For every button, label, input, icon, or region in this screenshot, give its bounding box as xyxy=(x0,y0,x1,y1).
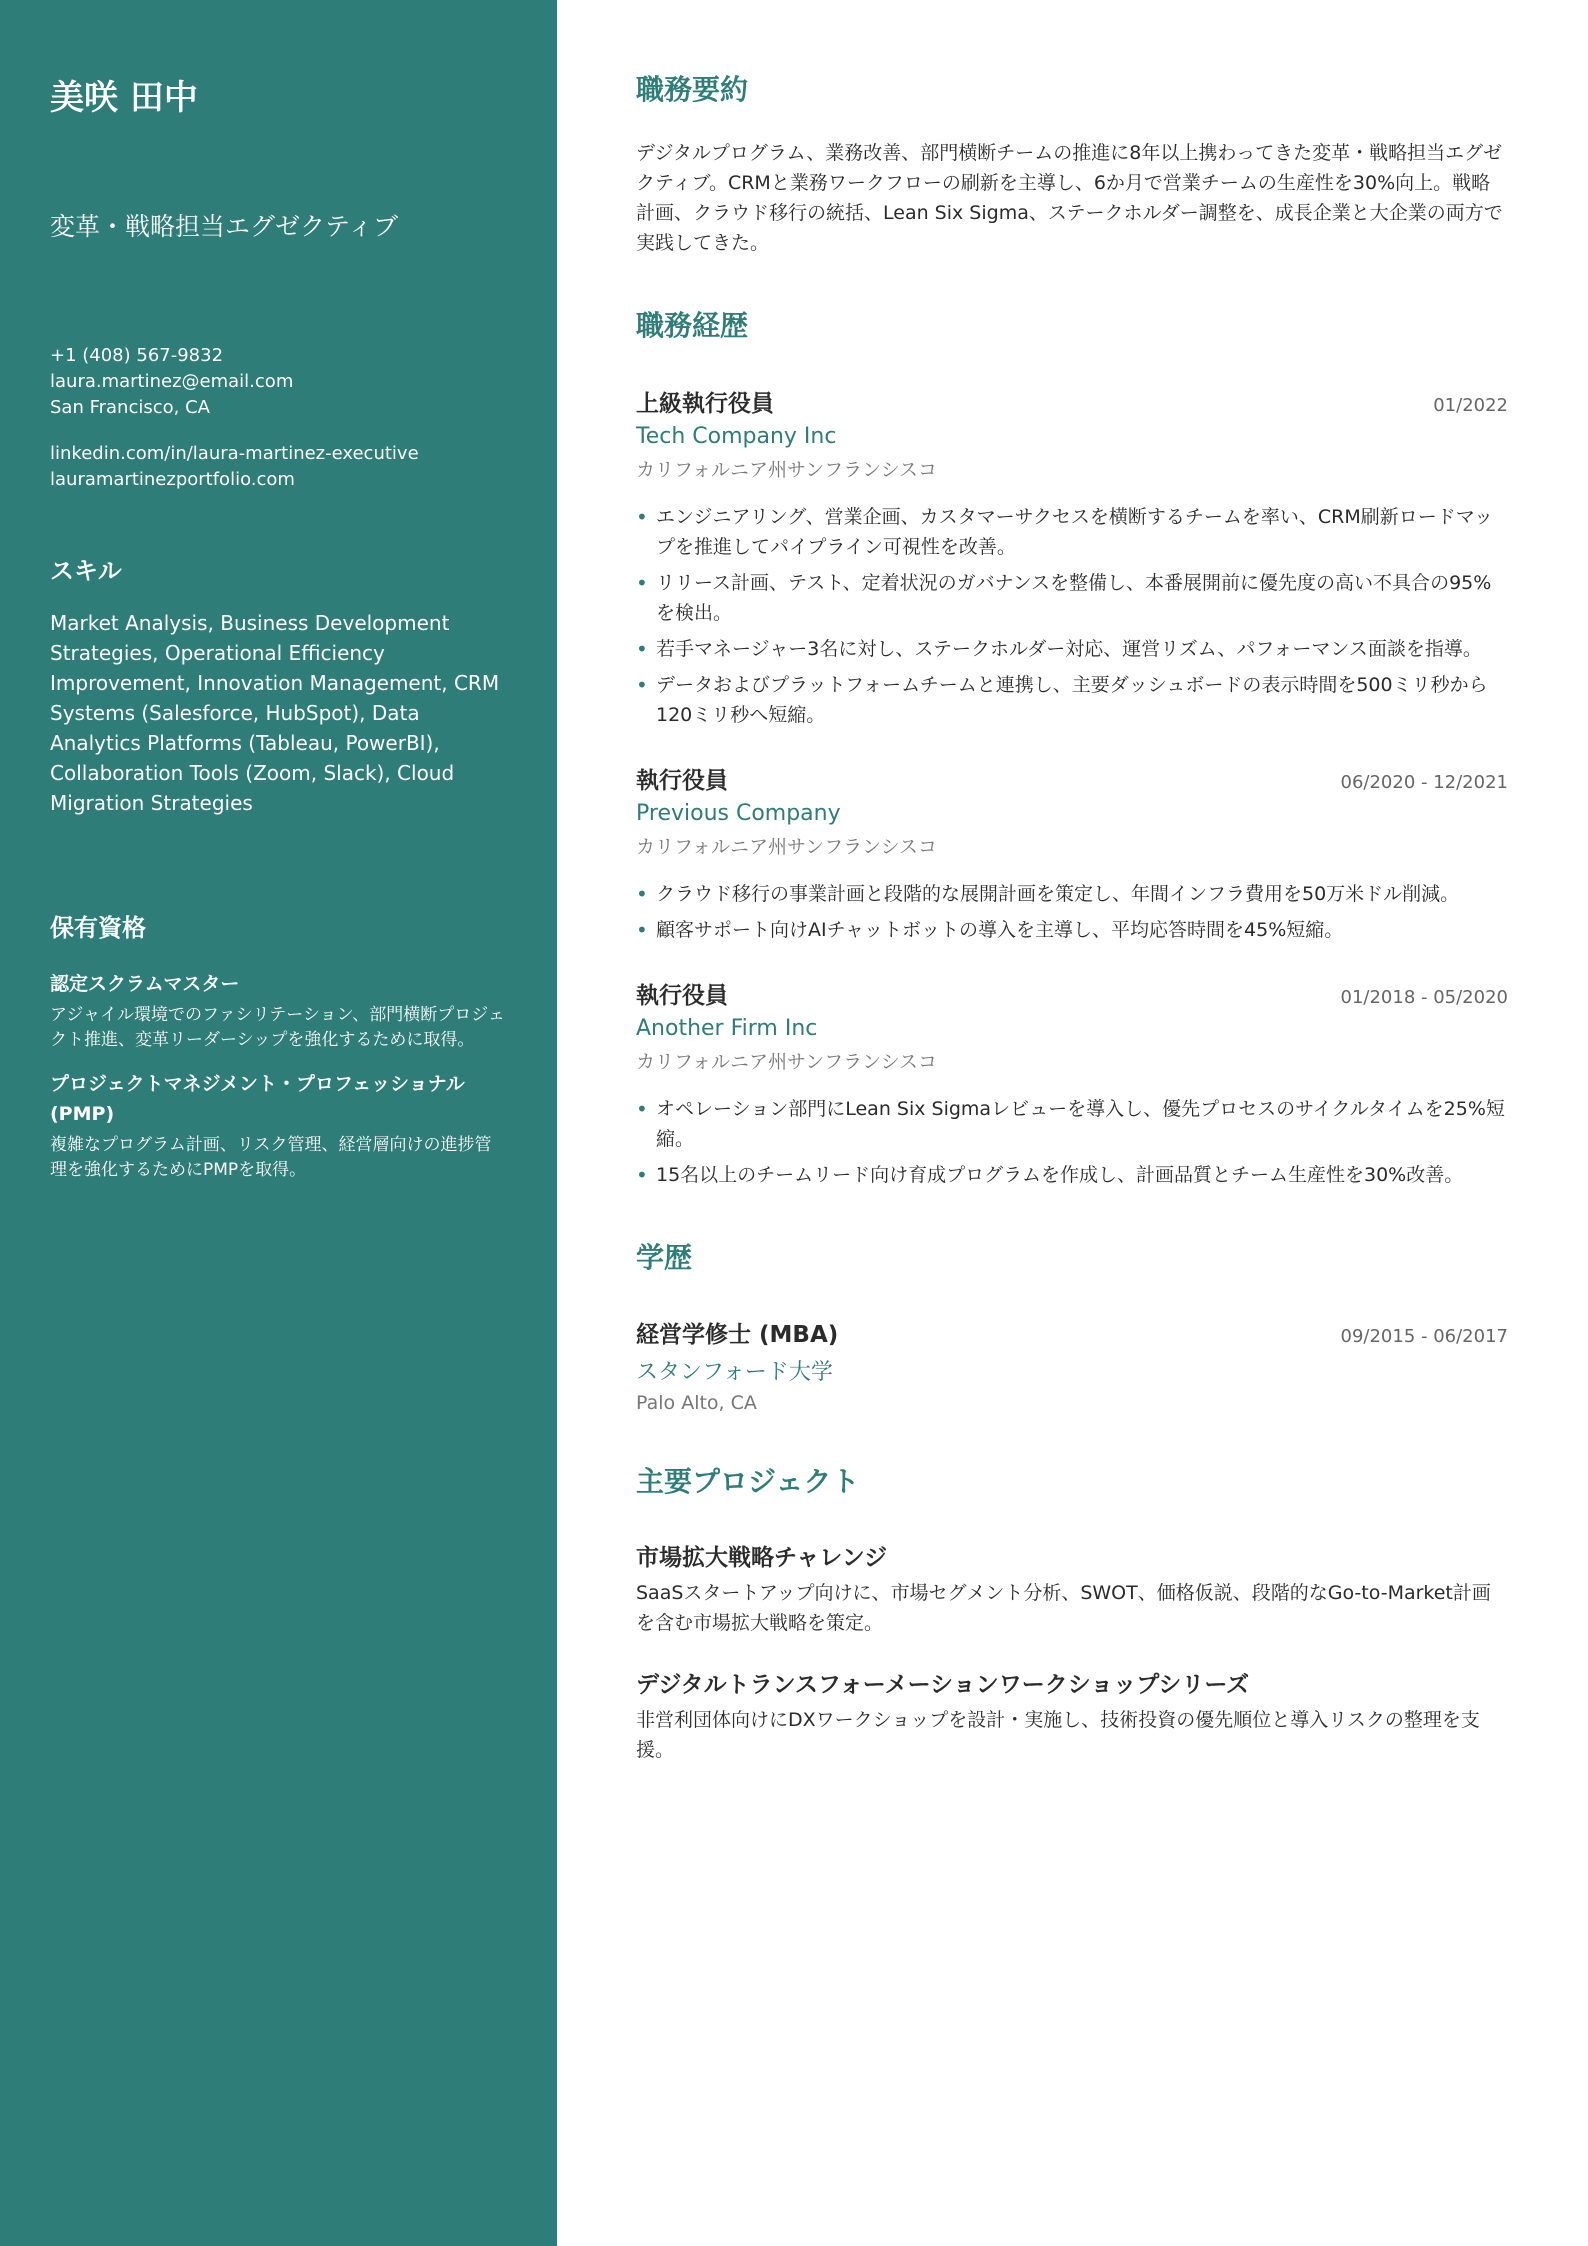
certification-item xyxy=(50,969,507,1053)
job-title: 執行役員 xyxy=(636,982,728,1009)
sidebar xyxy=(0,0,557,2246)
projects-heading: 主要プロジェクト xyxy=(636,1465,860,1499)
location: San Francisco, CA xyxy=(50,397,210,419)
job-bullet: • エンジニアリング、営業企画、カスタマーサクセスを横断するチームを率い、CRM刷新ロードマップを推進してパイプライン可視性を改善。 xyxy=(636,502,1508,562)
job-bullets xyxy=(636,502,1508,730)
job-bullet: • オペレーション部門にLean Six Sigmaレビューを導入し、優先プロセスのサイクルタイムを25%短縮。 xyxy=(636,1094,1508,1154)
job-entry xyxy=(636,385,1508,730)
project-title: 市場拡大戦略チャレンジ xyxy=(636,1544,888,1571)
certification-desc: 複雑なプログラム計画、リスク管理、経営層向けの進捗管理を強化するためにPMPを取得。 xyxy=(50,1135,492,1181)
education-date: 09/2015 - 06/2017 xyxy=(1340,1326,1508,1348)
certification-title: 認定スクラムマスター xyxy=(50,973,240,996)
job-bullet: • データおよびプラットフォームチームと連携し、主要ダッシュボードの表示時間を500ミリ秒から120ミリ秒へ短縮。 xyxy=(636,670,1508,730)
job-location: カリフォルニア州サンフランシスコ xyxy=(636,458,938,481)
contact-info xyxy=(50,343,507,493)
certification-title: プロジェクトマネジメント・プロフェッショナル (PMP) xyxy=(50,1073,465,1126)
project-item xyxy=(636,1666,1508,1765)
education-heading: 学歴 xyxy=(636,1240,693,1274)
project-desc: SaaSスタートアップ向けに、市場セグメント分析、SWOT、価格仮説、段階的なGo-to-Market計画を含む市場拡大戦略を策定。 xyxy=(636,1581,1491,1634)
linkedin-link[interactable]: linkedin.com/in/laura-martinez-executive xyxy=(50,443,419,465)
summary-heading: 職務要約 xyxy=(636,73,749,106)
summary-section xyxy=(636,72,1508,258)
job-title: 執行役員 xyxy=(636,767,728,794)
job-bullet: • 15名以上のチームリード向け育成プログラムを作成し、計画品質とチーム生産性を30%改善。 xyxy=(636,1160,1508,1190)
job-bullet: • クラウド移行の事業計画と段階的な展開計画を策定し、年間インフラ費用を50万米ドル削減。 xyxy=(636,879,1508,909)
job-entry xyxy=(636,762,1508,945)
certification-item xyxy=(50,1069,507,1183)
experience-heading: 職務経歴 xyxy=(636,309,749,343)
email[interactable]: laura.martinez@email.com xyxy=(50,371,294,393)
job-location: カリフォルニア州サンフランシスコ xyxy=(636,1050,938,1073)
headline: 変革・戦略担当エグゼクティブ xyxy=(50,211,399,241)
job-location: カリフォルニア州サンフランシスコ xyxy=(636,835,938,858)
job-company: Another Firm Inc xyxy=(636,1015,818,1041)
job-bullet: • 若手マネージャー3名に対し、ステークホルダー対応、運営リズム、パフォーマンス面談を指導。 xyxy=(636,634,1508,664)
school-location: Palo Alto, CA xyxy=(636,1392,757,1415)
job-bullet: • リリース計画、テスト、定着状況のガバナンスを整備し、本番展開前に優先度の高い不具合の95%を検出。 xyxy=(636,568,1508,628)
job-date: 01/2022 xyxy=(1433,394,1508,416)
job-company: Tech Company Inc xyxy=(636,423,837,449)
school: スタンフォード大学 xyxy=(636,1360,833,1386)
job-bullet: • 顧客サポート向けAIチャットボットの導入を主導し、平均応答時間を45%短縮。 xyxy=(636,915,1508,945)
portfolio-link[interactable]: lauramartinezportfolio.com xyxy=(50,469,295,491)
main-content xyxy=(636,0,1508,1765)
education-section xyxy=(636,1240,1508,1414)
skills-heading: スキル xyxy=(50,557,122,586)
certification-desc: アジャイル環境でのファシリテーション、部門横断プロジェクト推進、変革リーダーシップを強化するために取得。 xyxy=(50,1005,505,1051)
job-date: 01/2018 - 05/2020 xyxy=(1340,986,1508,1008)
project-desc: 非営利団体向けにDXワークショップを設計・実施し、技術投資の優先順位と導入リスクの整理を支援。 xyxy=(636,1708,1480,1761)
job-date: 06/2020 - 12/2021 xyxy=(1340,771,1508,793)
project-title: デジタルトランスフォーメーションワークショップシリーズ xyxy=(636,1671,1250,1698)
candidate-name: 美咲 田中 xyxy=(50,78,198,118)
summary-text: デジタルプログラム、業務改善、部門横断チームの推進に8年以上携わってきた変革・戦略担当エグゼクティブ。CRMと業務ワークフローの刷新を主導し、6か月で営業チームの生産性を30%向上。戦略計画、クラウド移行の統括、Lean Six Sigma、ステークホルダー調整を、成長企業と大企業の両方で実践してきた。 xyxy=(636,142,1503,255)
job-entry xyxy=(636,977,1508,1190)
phone: +1 (408) 567-9832 xyxy=(50,345,224,367)
job-company: Previous Company xyxy=(636,800,841,826)
skills-text: Market Analysis, Business Development Strategies, Operational Efficiency Improvement, Innovation Management, CRM Systems (Salesforce, HubSpot), Data Analytics Platforms (Tableau, PowerBI), Collaboration Tools (Zoom, Slack), Cloud Migration Strategies xyxy=(50,611,500,816)
education-entry xyxy=(636,1316,1508,1414)
job-title: 上級執行役員 xyxy=(636,390,774,417)
job-bullets xyxy=(636,879,1508,945)
experience-section xyxy=(636,308,1508,1189)
certifications-heading: 保有資格 xyxy=(50,914,146,943)
degree: 経営学修士 (MBA) xyxy=(636,1322,839,1349)
projects-section xyxy=(636,1464,1508,1764)
project-item xyxy=(636,1539,1508,1638)
job-bullets xyxy=(636,1094,1508,1190)
